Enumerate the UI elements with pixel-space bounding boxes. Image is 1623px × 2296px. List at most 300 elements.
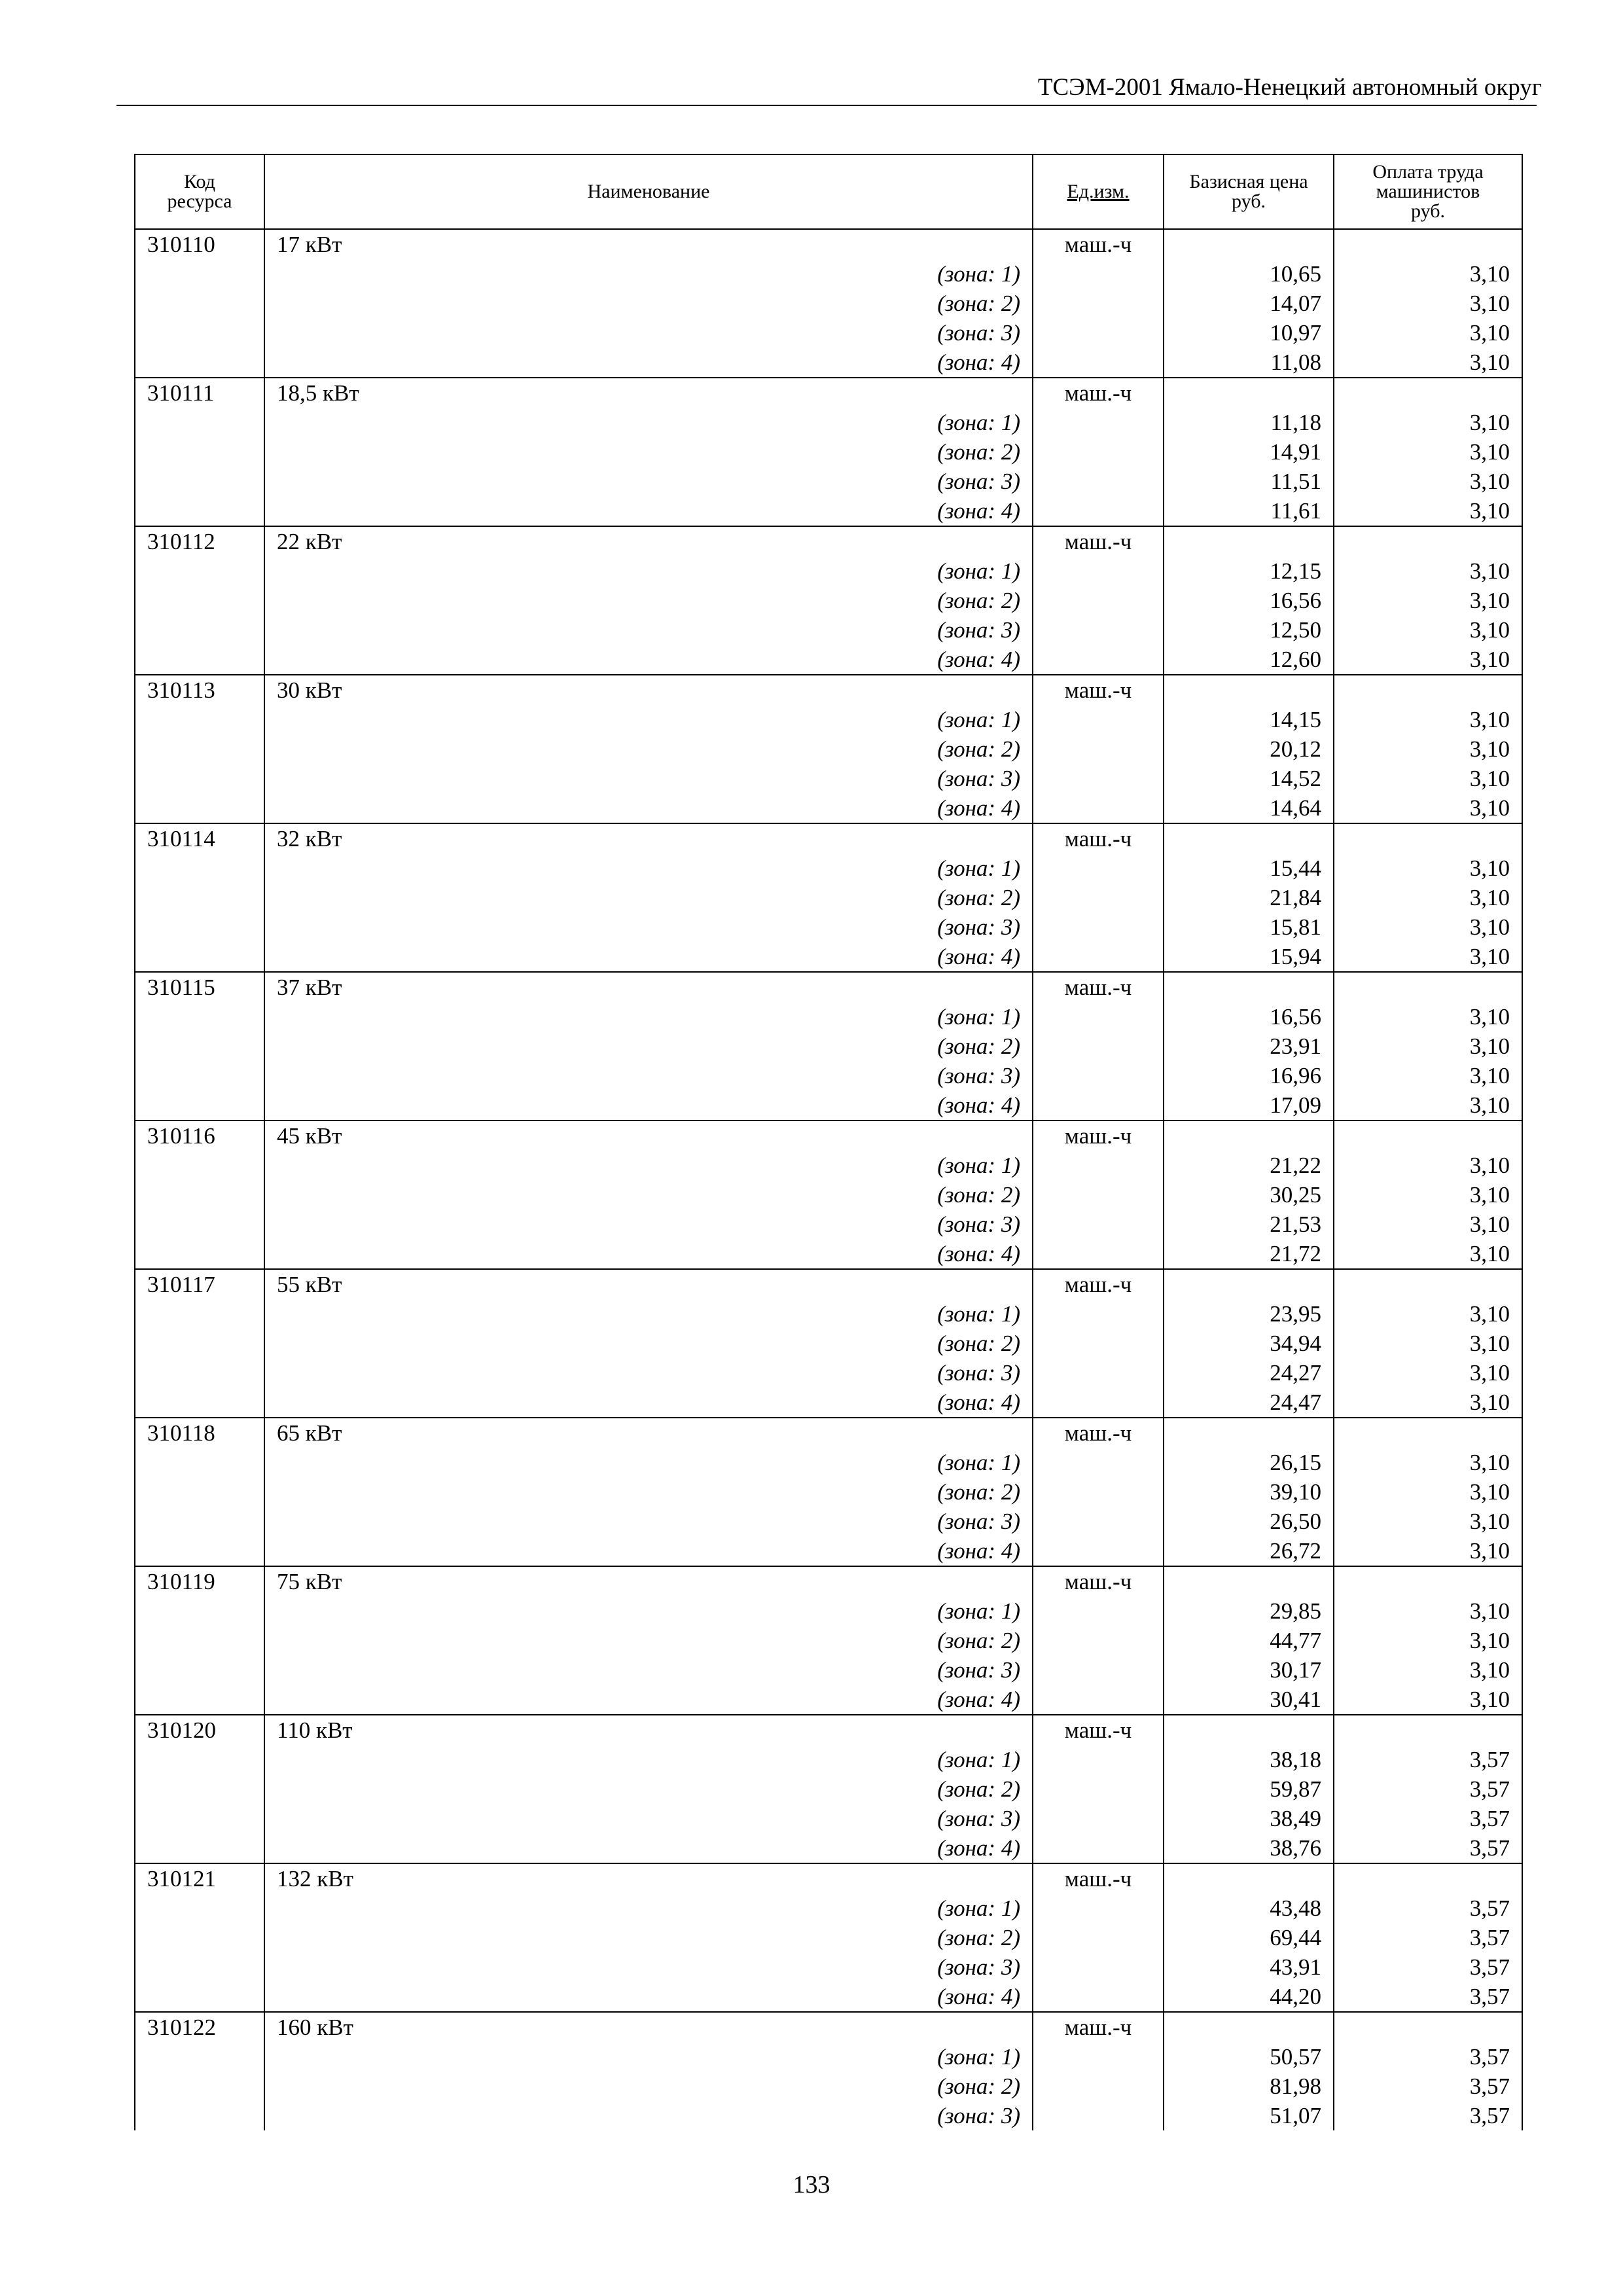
base-price: 21,84 [1164, 883, 1334, 912]
operator-pay: 3,10 [1334, 1329, 1522, 1358]
base-price: 38,76 [1164, 1833, 1334, 1863]
empty-cell [135, 1804, 264, 1833]
operator-pay: 3,10 [1334, 1061, 1522, 1090]
resource-code: 310120 [135, 1715, 264, 1745]
empty-cell [135, 912, 264, 942]
empty-cell [1033, 1061, 1164, 1090]
zone-row [135, 289, 1522, 318]
resource-unit: маш.-ч [1033, 1269, 1164, 1299]
empty-cell [135, 1923, 264, 1952]
base-price: 30,17 [1164, 1655, 1334, 1685]
zone-row [135, 2042, 1522, 2072]
resource-row [135, 972, 1522, 1002]
zone-row [135, 348, 1522, 378]
zone-label: (зона: 4) [264, 1090, 1033, 1121]
empty-cell [1033, 1804, 1164, 1833]
base-price: 10,97 [1164, 318, 1334, 348]
base-price: 14,52 [1164, 764, 1334, 793]
empty-cell [1334, 1418, 1522, 1448]
base-price: 50,57 [1164, 2042, 1334, 2072]
resource-row [135, 823, 1522, 853]
empty-cell [1033, 615, 1164, 645]
resource-name: 37 кВт [264, 972, 1033, 1002]
base-price: 44,20 [1164, 1982, 1334, 2012]
base-price: 20,12 [1164, 734, 1334, 764]
zone-label: (зона: 4) [264, 1239, 1033, 1269]
empty-cell [1164, 229, 1334, 259]
empty-cell [1033, 259, 1164, 289]
operator-pay: 3,10 [1334, 853, 1522, 883]
zone-row [135, 1952, 1522, 1982]
base-price: 38,18 [1164, 1745, 1334, 1774]
empty-cell [1033, 348, 1164, 378]
operator-pay: 3,10 [1334, 1002, 1522, 1031]
col-header-base-price-line1: Базисная цена [1189, 171, 1308, 192]
resource-unit: маш.-ч [1033, 526, 1164, 556]
resource-name: 110 кВт [264, 1715, 1033, 1745]
operator-pay: 3,10 [1334, 734, 1522, 764]
zone-label: (зона: 3) [264, 1061, 1033, 1090]
operator-pay: 3,57 [1334, 1774, 1522, 1804]
empty-cell [135, 1061, 264, 1090]
base-price: 16,56 [1164, 1002, 1334, 1031]
empty-cell [1334, 972, 1522, 1002]
operator-pay: 3,57 [1334, 1893, 1522, 1923]
base-price: 11,08 [1164, 348, 1334, 378]
resource-name: 160 кВт [264, 2012, 1033, 2042]
empty-cell [1334, 1269, 1522, 1299]
operator-pay: 3,10 [1334, 705, 1522, 734]
zone-row [135, 1239, 1522, 1269]
operator-pay: 3,57 [1334, 2042, 1522, 2072]
zone-row [135, 1388, 1522, 1418]
resource-unit: маш.-ч [1033, 1715, 1164, 1745]
empty-cell [1033, 1626, 1164, 1655]
operator-pay: 3,10 [1334, 1210, 1522, 1239]
zone-row [135, 793, 1522, 823]
base-price: 11,61 [1164, 496, 1334, 526]
empty-cell [1164, 1863, 1334, 1893]
empty-cell [1033, 1833, 1164, 1863]
empty-cell [1033, 883, 1164, 912]
resource-unit: маш.-ч [1033, 1418, 1164, 1448]
zone-row [135, 1774, 1522, 1804]
operator-pay: 3,57 [1334, 1745, 1522, 1774]
empty-cell [1033, 1358, 1164, 1388]
operator-pay: 3,10 [1334, 1299, 1522, 1329]
zone-label: (зона: 2) [264, 1774, 1033, 1804]
operator-pay: 3,10 [1334, 1031, 1522, 1061]
zone-label: (зона: 4) [264, 348, 1033, 378]
zone-row [135, 467, 1522, 496]
empty-cell [1334, 675, 1522, 705]
zone-label: (зона: 1) [264, 1002, 1033, 1031]
zone-label: (зона: 1) [264, 705, 1033, 734]
resource-unit: маш.-ч [1033, 1566, 1164, 1596]
col-header-labor [1334, 154, 1522, 229]
operator-pay: 3,10 [1334, 1239, 1522, 1269]
resource-code: 310117 [135, 1269, 264, 1299]
empty-cell [1164, 378, 1334, 408]
base-price: 44,77 [1164, 1626, 1334, 1655]
operator-pay: 3,10 [1334, 1358, 1522, 1388]
empty-cell [135, 1536, 264, 1566]
resource-code: 310111 [135, 378, 264, 408]
empty-cell [1033, 408, 1164, 437]
zone-row [135, 1507, 1522, 1536]
empty-cell [1033, 1745, 1164, 1774]
operator-pay: 3,10 [1334, 912, 1522, 942]
empty-cell [1033, 1299, 1164, 1329]
operator-pay: 3,10 [1334, 1536, 1522, 1566]
operator-pay: 3,10 [1334, 1655, 1522, 1685]
zone-row [135, 1448, 1522, 1477]
operator-pay: 3,57 [1334, 1833, 1522, 1863]
base-price: 15,81 [1164, 912, 1334, 942]
resource-code: 310116 [135, 1121, 264, 1151]
base-price: 26,50 [1164, 1507, 1334, 1536]
col-header-name: Наименование [264, 154, 1033, 229]
base-price: 34,94 [1164, 1329, 1334, 1358]
empty-cell [135, 1329, 264, 1358]
zone-row [135, 615, 1522, 645]
base-price: 12,50 [1164, 615, 1334, 645]
zone-row [135, 1031, 1522, 1061]
base-price: 51,07 [1164, 2101, 1334, 2130]
zone-label: (зона: 4) [264, 496, 1033, 526]
base-price: 43,48 [1164, 1893, 1334, 1923]
empty-cell [1164, 1269, 1334, 1299]
empty-cell [135, 1655, 264, 1685]
zone-label: (зона: 4) [264, 1536, 1033, 1566]
operator-pay: 3,10 [1334, 793, 1522, 823]
resource-row [135, 1121, 1522, 1151]
resource-row [135, 2012, 1522, 2042]
base-price: 15,44 [1164, 853, 1334, 883]
base-price: 26,15 [1164, 1448, 1334, 1477]
resource-unit: маш.-ч [1033, 972, 1164, 1002]
zone-row [135, 1833, 1522, 1863]
empty-cell [135, 1626, 264, 1655]
empty-cell [1033, 1090, 1164, 1121]
empty-cell [1334, 2012, 1522, 2042]
empty-cell [135, 734, 264, 764]
base-price: 81,98 [1164, 2072, 1334, 2101]
operator-pay: 3,10 [1334, 318, 1522, 348]
zone-label: (зона: 2) [264, 1626, 1033, 1655]
empty-cell [135, 1952, 264, 1982]
base-price: 21,53 [1164, 1210, 1334, 1239]
col-header-labor-line3: руб. [1411, 200, 1445, 222]
zone-row [135, 705, 1522, 734]
zone-label: (зона: 4) [264, 1685, 1033, 1715]
empty-cell [1033, 912, 1164, 942]
col-header-labor-line1: Оплата труда [1372, 161, 1484, 183]
zone-row [135, 2072, 1522, 2101]
resource-unit: маш.-ч [1033, 1863, 1164, 1893]
empty-cell [135, 348, 264, 378]
empty-cell [1334, 823, 1522, 853]
empty-cell [135, 1090, 264, 1121]
empty-cell [1033, 1210, 1164, 1239]
empty-cell [1164, 1418, 1334, 1448]
zone-label: (зона: 2) [264, 586, 1033, 615]
resource-code: 310110 [135, 229, 264, 259]
empty-cell [1033, 1477, 1164, 1507]
base-price: 14,07 [1164, 289, 1334, 318]
operator-pay: 3,10 [1334, 289, 1522, 318]
resource-code: 310113 [135, 675, 264, 705]
base-price: 24,27 [1164, 1358, 1334, 1388]
empty-cell [1033, 1952, 1164, 1982]
empty-cell [1033, 496, 1164, 526]
empty-cell [1164, 972, 1334, 1002]
operator-pay: 3,10 [1334, 615, 1522, 645]
empty-cell [135, 1774, 264, 1804]
zone-row [135, 1090, 1522, 1121]
zone-label: (зона: 1) [264, 1151, 1033, 1180]
empty-cell [135, 1031, 264, 1061]
col-header-code-line2: ресурса [167, 190, 232, 212]
operator-pay: 3,10 [1334, 942, 1522, 972]
operator-pay: 3,10 [1334, 1596, 1522, 1626]
base-price: 21,72 [1164, 1239, 1334, 1269]
resource-name: 55 кВт [264, 1269, 1033, 1299]
empty-cell [135, 1358, 264, 1388]
resource-row [135, 1269, 1522, 1299]
zone-label: (зона: 3) [264, 912, 1033, 942]
empty-cell [1164, 1715, 1334, 1745]
resource-unit: маш.-ч [1033, 823, 1164, 853]
col-header-base-price-line2: руб. [1232, 190, 1266, 212]
empty-cell [135, 437, 264, 467]
zone-row [135, 1002, 1522, 1031]
base-price: 38,49 [1164, 1804, 1334, 1833]
zone-label: (зона: 2) [264, 1180, 1033, 1210]
empty-cell [1033, 1239, 1164, 1269]
operator-pay: 3,10 [1334, 586, 1522, 615]
operator-pay: 3,10 [1334, 1388, 1522, 1418]
zone-label: (зона: 2) [264, 1923, 1033, 1952]
empty-cell [1033, 1448, 1164, 1477]
col-header-code [135, 154, 264, 229]
base-price: 69,44 [1164, 1923, 1334, 1952]
resource-name: 32 кВт [264, 823, 1033, 853]
operator-pay: 3,10 [1334, 883, 1522, 912]
zone-row [135, 1685, 1522, 1715]
col-header-unit-label: Ед.изм. [1067, 181, 1130, 202]
empty-cell [135, 1180, 264, 1210]
empty-cell [135, 705, 264, 734]
empty-cell [1033, 2072, 1164, 2101]
zone-label: (зона: 1) [264, 408, 1033, 437]
base-price: 59,87 [1164, 1774, 1334, 1804]
empty-cell [135, 645, 264, 675]
zone-row [135, 437, 1522, 467]
empty-cell [1033, 1774, 1164, 1804]
empty-cell [135, 586, 264, 615]
resource-code: 310118 [135, 1418, 264, 1448]
base-price: 30,41 [1164, 1685, 1334, 1715]
document-title: ТСЭМ-2001 Ямало-Ненецкий автономный округ [1037, 74, 1542, 101]
zone-row [135, 1655, 1522, 1685]
zone-row [135, 883, 1522, 912]
empty-cell [135, 883, 264, 912]
empty-cell [1033, 793, 1164, 823]
empty-cell [135, 942, 264, 972]
zone-label: (зона: 2) [264, 1031, 1033, 1061]
base-price: 23,91 [1164, 1031, 1334, 1061]
resource-name: 132 кВт [264, 1863, 1033, 1893]
base-price: 12,60 [1164, 645, 1334, 675]
empty-cell [1033, 556, 1164, 586]
empty-cell [135, 1002, 264, 1031]
base-price: 17,09 [1164, 1090, 1334, 1121]
zone-row [135, 645, 1522, 675]
empty-cell [1164, 823, 1334, 853]
base-price: 16,56 [1164, 586, 1334, 615]
resource-name: 17 кВт [264, 229, 1033, 259]
operator-pay: 3,57 [1334, 1982, 1522, 2012]
empty-cell [1164, 1566, 1334, 1596]
operator-pay: 3,10 [1334, 1626, 1522, 1655]
empty-cell [135, 615, 264, 645]
zone-row [135, 1626, 1522, 1655]
zone-label: (зона: 4) [264, 1982, 1033, 2012]
empty-cell [1033, 1893, 1164, 1923]
empty-cell [135, 1448, 264, 1477]
base-price: 11,51 [1164, 467, 1334, 496]
zone-row [135, 318, 1522, 348]
empty-cell [135, 1299, 264, 1329]
zone-label: (зона: 3) [264, 318, 1033, 348]
page-number: 133 [793, 2171, 830, 2198]
empty-cell [1334, 1121, 1522, 1151]
empty-cell [135, 1833, 264, 1863]
base-price: 16,96 [1164, 1061, 1334, 1090]
empty-cell [1033, 437, 1164, 467]
empty-cell [1033, 1923, 1164, 1952]
resource-name: 22 кВт [264, 526, 1033, 556]
table-header-row [135, 154, 1522, 229]
operator-pay: 3,10 [1334, 1477, 1522, 1507]
base-price: 15,94 [1164, 942, 1334, 972]
zone-label: (зона: 4) [264, 942, 1033, 972]
empty-cell [135, 1685, 264, 1715]
base-price: 12,15 [1164, 556, 1334, 586]
base-price: 39,10 [1164, 1477, 1334, 1507]
empty-cell [1164, 675, 1334, 705]
resource-name: 30 кВт [264, 675, 1033, 705]
resource-code: 310122 [135, 2012, 264, 2042]
empty-cell [1033, 1388, 1164, 1418]
operator-pay: 3,57 [1334, 1923, 1522, 1952]
operator-pay: 3,10 [1334, 1180, 1522, 1210]
operator-pay: 3,10 [1334, 556, 1522, 586]
operator-pay: 3,10 [1334, 259, 1522, 289]
table-body [135, 229, 1522, 2130]
operator-pay: 3,10 [1334, 496, 1522, 526]
zone-row [135, 1536, 1522, 1566]
empty-cell [1033, 705, 1164, 734]
zone-row [135, 734, 1522, 764]
operator-pay: 3,57 [1334, 2072, 1522, 2101]
operator-pay: 3,10 [1334, 467, 1522, 496]
base-price: 11,18 [1164, 408, 1334, 437]
resource-name: 18,5 кВт [264, 378, 1033, 408]
resource-unit: маш.-ч [1033, 675, 1164, 705]
operator-pay: 3,10 [1334, 1090, 1522, 1121]
empty-cell [1033, 645, 1164, 675]
zone-label: (зона: 4) [264, 1833, 1033, 1863]
zone-label: (зона: 3) [264, 2101, 1033, 2130]
zone-label: (зона: 3) [264, 467, 1033, 496]
zone-row [135, 853, 1522, 883]
empty-cell [1334, 526, 1522, 556]
empty-cell [1334, 229, 1522, 259]
empty-cell [1033, 942, 1164, 972]
empty-cell [1033, 764, 1164, 793]
zone-label: (зона: 1) [264, 556, 1033, 586]
empty-cell [1033, 1685, 1164, 1715]
base-price: 10,65 [1164, 259, 1334, 289]
empty-cell [135, 1596, 264, 1626]
resource-code: 310119 [135, 1566, 264, 1596]
operator-pay: 3,10 [1334, 1151, 1522, 1180]
empty-cell [1033, 1180, 1164, 1210]
zone-row [135, 496, 1522, 526]
zone-row [135, 1477, 1522, 1507]
resource-unit: маш.-ч [1033, 378, 1164, 408]
empty-cell [1033, 289, 1164, 318]
zone-label: (зона: 2) [264, 289, 1033, 318]
zone-row [135, 2101, 1522, 2130]
resource-row [135, 526, 1522, 556]
empty-cell [135, 259, 264, 289]
zone-row [135, 1923, 1522, 1952]
resource-row [135, 1715, 1522, 1745]
zone-label: (зона: 3) [264, 1804, 1033, 1833]
resource-code: 310115 [135, 972, 264, 1002]
operator-pay: 3,10 [1334, 764, 1522, 793]
operator-pay: 3,10 [1334, 1448, 1522, 1477]
empty-cell [1033, 853, 1164, 883]
empty-cell [1164, 1121, 1334, 1151]
operator-pay: 3,57 [1334, 1804, 1522, 1833]
operator-pay: 3,10 [1334, 1507, 1522, 1536]
operator-pay: 3,10 [1334, 408, 1522, 437]
zone-row [135, 1596, 1522, 1626]
resource-row [135, 1863, 1522, 1893]
empty-cell [1033, 1596, 1164, 1626]
zone-label: (зона: 3) [264, 1952, 1033, 1982]
zone-row [135, 1982, 1522, 2012]
empty-cell [135, 1477, 264, 1507]
zone-row [135, 586, 1522, 615]
empty-cell [135, 1239, 264, 1269]
col-header-base-price [1164, 154, 1334, 229]
zone-row [135, 1061, 1522, 1090]
resource-name: 45 кВт [264, 1121, 1033, 1151]
empty-cell [135, 2101, 264, 2130]
empty-cell [135, 1210, 264, 1239]
col-header-labor-line2: машинистов [1376, 181, 1480, 202]
resource-row [135, 1418, 1522, 1448]
zone-label: (зона: 2) [264, 2072, 1033, 2101]
empty-cell [1033, 2042, 1164, 2072]
zone-label: (зона: 2) [264, 437, 1033, 467]
resource-row [135, 229, 1522, 259]
